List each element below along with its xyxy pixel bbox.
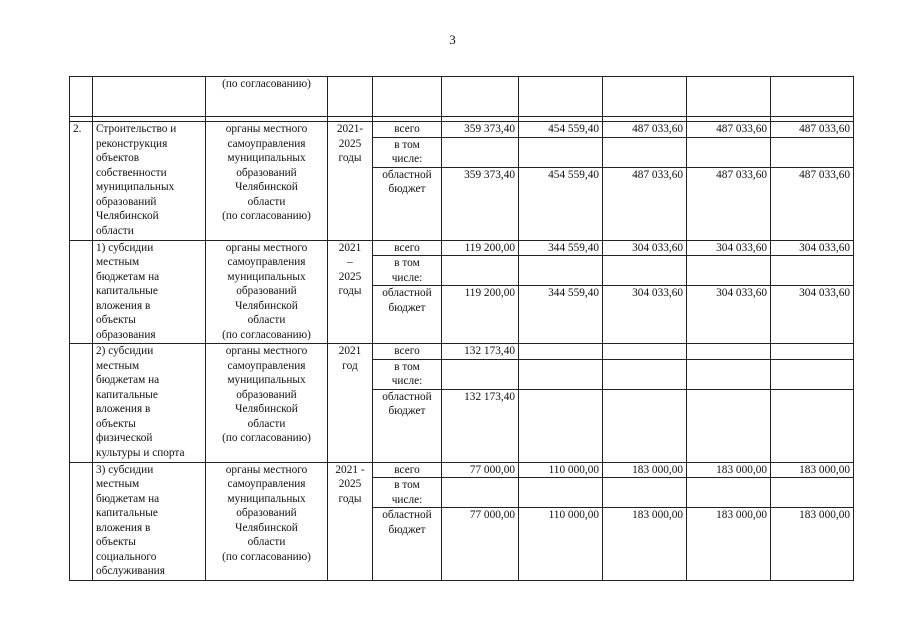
value-cell: 132 173,40 — [442, 389, 519, 462]
value-cell — [603, 256, 687, 286]
value-cell — [687, 137, 771, 167]
value-cell: 344 559,40 — [519, 240, 603, 256]
activity-name: 1) субсидии местным бюджетам на капитальные вложения в объекты образования — [93, 240, 206, 344]
value-cell: 132 173,40 — [442, 344, 519, 360]
executor-cell: органы местного самоуправления муниципальных образований Челябинской области (по согласованию) — [206, 122, 328, 241]
executor-cell: органы местного самоуправления муниципальных образований Челябинской области (по согласованию) — [206, 462, 328, 581]
executor-cell: (по согласованию) — [206, 77, 328, 117]
value-cell: 304 033,60 — [603, 240, 687, 256]
funding-label: в том числе: — [373, 137, 442, 167]
row-number — [70, 240, 93, 344]
funding-label: в том числе: — [373, 359, 442, 389]
value-cell: 304 033,60 — [687, 240, 771, 256]
activity-name: Строительство и реконструкция объектов собственности муниципальных образований Челябинской области — [93, 122, 206, 241]
table-cell — [603, 77, 687, 117]
value-cell — [771, 256, 854, 286]
page-number: 3 — [449, 32, 456, 47]
table-cell — [93, 77, 206, 117]
table-cell — [70, 77, 93, 117]
value-cell: 183 000,00 — [603, 462, 687, 478]
executor-cell: органы местного самоуправления муниципальных образований Челябинской области (по согласованию) — [206, 240, 328, 344]
value-cell: 110 000,00 — [519, 462, 603, 478]
value-cell: 77 000,00 — [442, 508, 519, 581]
value-cell: 487 033,60 — [687, 167, 771, 240]
value-cell — [687, 256, 771, 286]
value-cell — [771, 344, 854, 360]
row-number — [70, 344, 93, 463]
table-cell — [771, 77, 854, 117]
activity-name: 3) субсидии местным бюджетам на капитальные вложения в объекты социального обслуживания — [93, 462, 206, 581]
value-cell: 110 000,00 — [519, 508, 603, 581]
row-number: 2. — [70, 122, 93, 241]
value-cell — [519, 344, 603, 360]
value-cell: 454 559,40 — [519, 167, 603, 240]
value-cell — [687, 344, 771, 360]
value-cell: 487 033,60 — [687, 122, 771, 138]
value-cell: 77 000,00 — [442, 462, 519, 478]
table-row — [70, 462, 854, 478]
value-cell — [603, 344, 687, 360]
value-cell: 454 559,40 — [519, 122, 603, 138]
funding-label: всего — [373, 240, 442, 256]
funding-label: областной бюджет — [373, 508, 442, 581]
value-cell: 304 033,60 — [603, 286, 687, 344]
period-cell: 2021 - 2025 годы — [328, 462, 373, 581]
value-cell: 487 033,60 — [771, 167, 854, 240]
value-cell: 183 000,00 — [771, 508, 854, 581]
value-cell — [603, 389, 687, 462]
value-cell — [771, 359, 854, 389]
funding-label: в том числе: — [373, 478, 442, 508]
value-cell: 344 559,40 — [519, 286, 603, 344]
value-cell — [442, 256, 519, 286]
value-cell — [519, 256, 603, 286]
value-cell — [442, 478, 519, 508]
table-cell — [373, 77, 442, 117]
value-cell — [603, 137, 687, 167]
table-cell — [442, 77, 519, 117]
period-cell: 2021 год — [328, 344, 373, 463]
funding-label: всего — [373, 122, 442, 138]
funding-label: всего — [373, 344, 442, 360]
funding-label: в том числе: — [373, 256, 442, 286]
budget-table — [69, 76, 854, 581]
table-row — [70, 344, 854, 360]
table-cell — [687, 77, 771, 117]
value-cell — [442, 359, 519, 389]
executor-cell: органы местного самоуправления муниципальных образований Челябинской области (по согласованию) — [206, 344, 328, 463]
value-cell — [603, 359, 687, 389]
value-cell: 487 033,60 — [771, 122, 854, 138]
table-cell — [519, 77, 603, 117]
table-row — [70, 240, 854, 256]
value-cell — [687, 359, 771, 389]
value-cell — [603, 478, 687, 508]
value-cell: 304 033,60 — [771, 286, 854, 344]
value-cell — [519, 137, 603, 167]
table-row — [70, 122, 854, 138]
row-number — [70, 462, 93, 581]
value-cell — [442, 137, 519, 167]
value-cell: 119 200,00 — [442, 240, 519, 256]
value-cell: 183 000,00 — [687, 508, 771, 581]
period-cell: 2021 – 2025 годы — [328, 240, 373, 344]
carryover-row — [70, 77, 854, 117]
value-cell: 304 033,60 — [771, 240, 854, 256]
value-cell — [687, 478, 771, 508]
period-cell: 2021- 2025 годы — [328, 122, 373, 241]
value-cell: 183 000,00 — [603, 508, 687, 581]
value-cell — [771, 137, 854, 167]
value-cell: 487 033,60 — [603, 122, 687, 138]
value-cell: 119 200,00 — [442, 286, 519, 344]
value-cell — [519, 478, 603, 508]
value-cell: 304 033,60 — [687, 286, 771, 344]
funding-label: областной бюджет — [373, 389, 442, 462]
value-cell: 183 000,00 — [771, 462, 854, 478]
funding-label: областной бюджет — [373, 167, 442, 240]
funding-label: областной бюджет — [373, 286, 442, 344]
value-cell: 487 033,60 — [603, 167, 687, 240]
value-cell — [519, 389, 603, 462]
table-cell — [328, 77, 373, 117]
value-cell: 359 373,40 — [442, 167, 519, 240]
value-cell — [771, 389, 854, 462]
value-cell — [519, 359, 603, 389]
value-cell — [771, 478, 854, 508]
value-cell: 359 373,40 — [442, 122, 519, 138]
value-cell — [687, 389, 771, 462]
activity-name: 2) субсидии местным бюджетам на капитальные вложения в объекты физической культуры и спорта — [93, 344, 206, 463]
value-cell: 183 000,00 — [687, 462, 771, 478]
funding-label: всего — [373, 462, 442, 478]
